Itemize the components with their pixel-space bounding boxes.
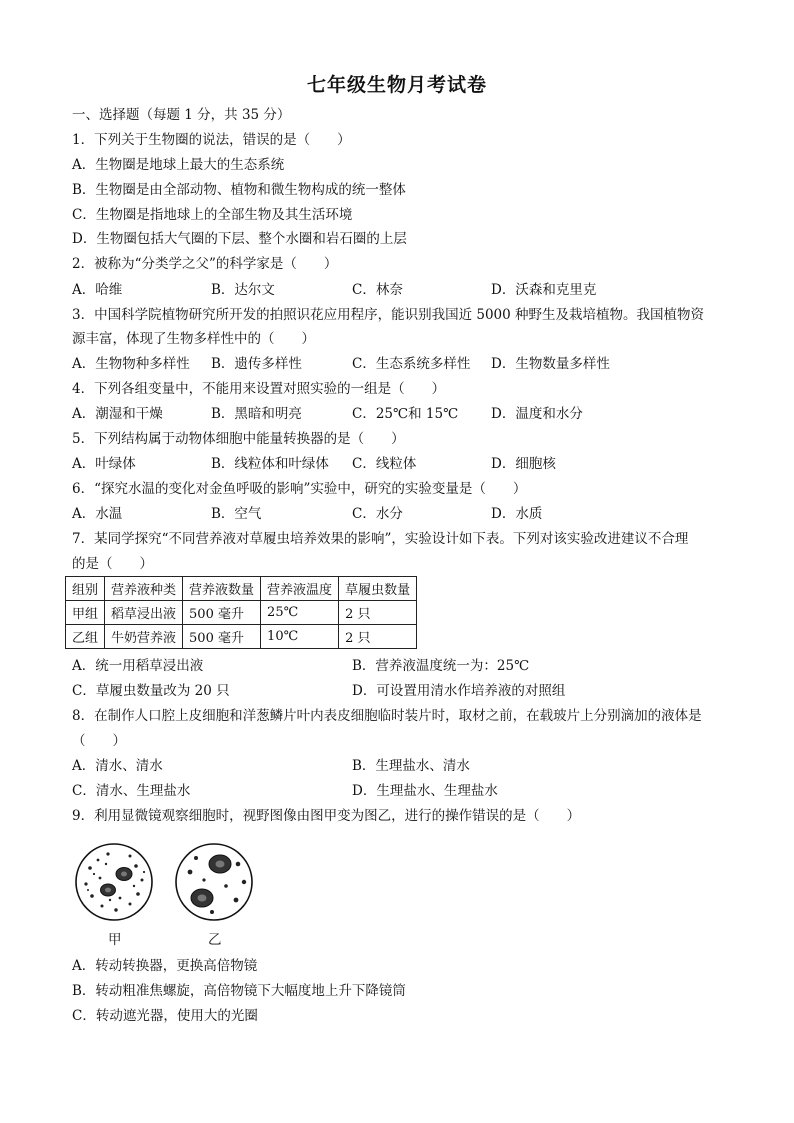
table-cell: 乙组 [66, 625, 105, 649]
page-title: 七年级生物月考试卷 [306, 74, 487, 96]
question-8-stem-line1: 8．在制作人口腔上皮细胞和洋葱鳞片叶内表皮细胞临时装片时，取材之前，在载玻片上分别滴加的液体是 [72, 708, 702, 724]
question-2-stem: 2．被称为“分类学之父”的科学家是（ ） [72, 256, 338, 272]
question-7-option-d: D．可设置用清水作培养液的对照组 [352, 683, 566, 699]
question-7-options-row2 [72, 682, 732, 700]
view-yi [176, 844, 252, 920]
question-7-stem-line1: 7．某同学探究“不同营养液对草履虫培养效果的影响”，实验设计如下表。下列对该实验改进建议不合理 [72, 531, 689, 547]
table-row [66, 601, 417, 625]
question-1-stem: 1．下列关于生物圈的说法，错误的是（ ） [72, 132, 351, 148]
microscope-views-illustration [72, 840, 272, 926]
question-4-option-a: A．潮湿和干燥 [72, 406, 163, 422]
question-3-option-d: D．生物数量多样性 [491, 356, 610, 372]
question-3-options [72, 355, 732, 373]
question-2-option-b: B．达尔文 [211, 282, 275, 298]
question-1-option-c: C．生物圈是指地球上的全部生物及其生活环境 [72, 207, 353, 223]
table-cell: 10℃ [261, 625, 339, 649]
question-7-option-b: B．营养液温度统一为：25℃ [352, 658, 530, 674]
question-5-stem: 5．下列结构属于动物体细胞中能量转换器的是（ ） [72, 431, 405, 447]
question-8-options-row2 [72, 782, 732, 800]
question-2-options [72, 281, 732, 299]
section-heading: 一、选择题（每题 1 分，共 35 分） [72, 107, 291, 123]
question-4-options [72, 405, 732, 423]
question-3-stem-line1: 3．中国科学院植物研究所开发的拍照识花应用程序，能识别我国近 5000 种野生及栽培植物。我国植物资 [72, 307, 705, 323]
question-8-option-b: B．生理盐水、清水 [352, 758, 470, 774]
question-3-stem-line2: 源丰富，体现了生物多样性中的（ ） [72, 331, 315, 347]
table-header-cell: 草履虫数量 [339, 577, 417, 601]
view-jia [76, 844, 152, 920]
question-6-option-b: B．空气 [211, 506, 262, 522]
question-9-stem: 9．利用显微镜观察细胞时，视野图像由图甲变为图乙，进行的操作错误的是（ ） [72, 808, 581, 824]
question-1-option-a: A．生物圈是地球上最大的生态系统 [72, 157, 285, 173]
table-cell: 2 只 [339, 625, 417, 649]
question-3-option-b: B．遗传多样性 [211, 356, 302, 372]
table-cell: 稻草浸出液 [105, 601, 183, 625]
figure-label-jia: 甲 [108, 932, 122, 948]
question-8-option-d: D．生理盐水、生理盐水 [352, 783, 498, 799]
question-5-option-a: A．叶绿体 [72, 456, 136, 472]
question-2-option-c: C．林奈 [352, 282, 403, 298]
question-8-options-row1 [72, 757, 732, 775]
question-2-option-a: A．哈维 [72, 282, 123, 298]
question-2-option-d: D．沃森和克里克 [491, 282, 597, 298]
question-3-option-c: C．生态系统多样性 [352, 356, 471, 372]
question-7-stem-line2: 的是（ ） [72, 556, 153, 572]
question-8-option-a: A．清水、清水 [72, 758, 163, 774]
question-7-option-c: C．草履虫数量改为 20 只 [72, 683, 230, 699]
question-5-option-b: B．线粒体和叶绿体 [211, 456, 329, 472]
question-1-option-b: B．生物圈是由全部动物、植物和微生物构成的统一整体 [72, 182, 406, 198]
microscope-figure [72, 840, 272, 950]
question-1-option-d: D．生物圈包括大气圈的下层、整个水圈和岩石圈的上层 [72, 231, 407, 247]
table-cell: 25℃ [261, 601, 339, 625]
question-6-option-d: D．水质 [491, 506, 543, 522]
question-4-option-b: B．黑暗和明亮 [211, 406, 302, 422]
question-8-stem-line2: （ ） [72, 733, 126, 749]
table-cell: 2 只 [339, 601, 417, 625]
question-4-option-d: D．温度和水分 [491, 406, 583, 422]
table-header-cell: 组别 [66, 577, 105, 601]
table-cell: 500 毫升 [183, 601, 261, 625]
question-5-options [72, 455, 732, 473]
question-5-option-c: C．线粒体 [352, 456, 417, 472]
question-4-stem: 4．下列各组变量中，不能用来设置对照实验的一组是（ ） [72, 381, 446, 397]
experiment-table [65, 576, 417, 649]
table-row [66, 625, 417, 649]
table-header-cell: 营养液种类 [105, 577, 183, 601]
question-8-option-c: C．清水、生理盐水 [72, 783, 191, 799]
table-header-cell: 营养液数量 [183, 577, 261, 601]
question-6-stem: 6．“探究水温的变化对金鱼呼吸的影响”实验中，研究的实验变量是（ ） [72, 481, 527, 497]
question-9-option-c: C．转动遮光器，使用大的光圈 [72, 1008, 258, 1024]
question-4-option-c: C．25℃和 15℃ [352, 406, 459, 422]
table-cell: 500 毫升 [183, 625, 261, 649]
question-6-options [72, 505, 732, 523]
question-9-option-a: A．转动转换器，更换高倍物镜 [72, 958, 258, 974]
question-3-option-a: A．生物物种多样性 [72, 356, 190, 372]
question-9-option-b: B．转动粗准焦螺旋，高倍物镜下大幅度地上升下降镜筒 [72, 983, 406, 999]
question-6-option-c: C．水分 [352, 506, 403, 522]
question-7-options-row1 [72, 657, 732, 675]
table-header-row [66, 577, 417, 601]
table-header-cell: 营养液温度 [261, 577, 339, 601]
table-cell: 牛奶营养液 [105, 625, 183, 649]
table-cell: 甲组 [66, 601, 105, 625]
question-7-option-a: A．统一用稻草浸出液 [72, 658, 204, 674]
question-6-option-a: A．水温 [72, 506, 123, 522]
question-5-option-d: D．细胞核 [491, 456, 556, 472]
figure-label-yi: 乙 [208, 932, 222, 948]
